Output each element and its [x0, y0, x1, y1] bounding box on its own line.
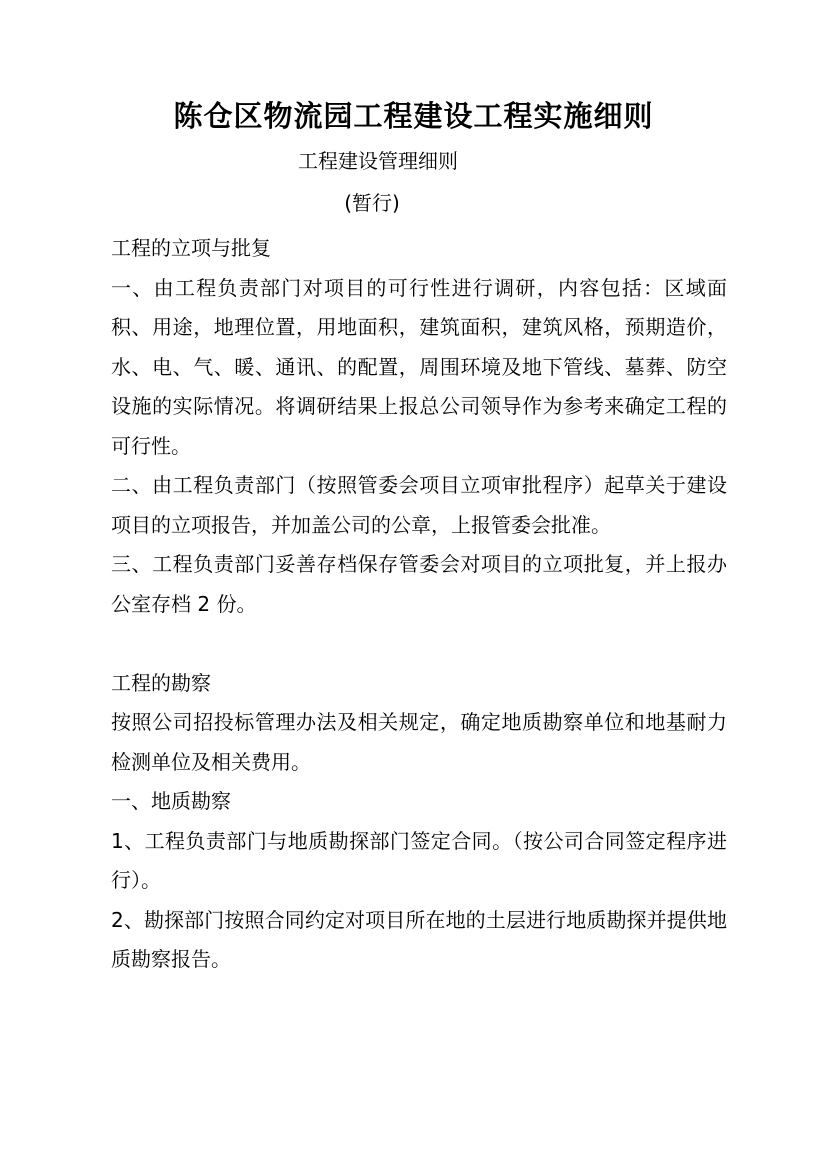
document-subtitle: 工程建设管理细则: [298, 149, 458, 173]
paragraph-feasibility: 一、由工程负责部门对项目的可行性进行调研，内容包括：区域面积、用途，地理位置，用地面积，建筑面积，建筑风格，预期造价，水、电、气、暖、通讯、的配置，周围环境及地下管线、墓葬、防空设施的实际情况。将调研结果上报总公司领导作为参考来确定工程的可行性。: [111, 275, 727, 458]
list-item-contract: 1、工程负责部门与地质勘探部门签定合同。（按公司合同签定程序进行）。: [111, 828, 727, 892]
section-heading-approval: 工程的立项与批复: [111, 236, 271, 260]
document-body: [111, 229, 727, 980]
blank-line: [111, 624, 727, 664]
interim-note: (暂行): [344, 191, 400, 215]
paragraph-survey-intro: 按照公司招投标管理办法及相关规定，确定地质勘察单位和地基耐力检测单位及相关费用。: [111, 710, 727, 774]
section-heading-survey: 工程的勘察: [111, 670, 211, 695]
subheading-geological-survey: 一、地质勘察: [111, 789, 231, 813]
paragraph-project-report: 二、由工程负责部门（按照管委会项目立项审批程序）起草关于建设项目的立项报告，并加盖公司的公章，上报管委会批准。: [111, 473, 727, 537]
list-item-survey-report: 2、勘探部门按照合同约定对项目所在地的土层进行地质勘探并提供地质勘察报告。: [111, 907, 727, 971]
paragraph-archive: 三、工程负责部门妥善存档保存管委会对项目的立项批复，并上报办公室存档 2 份。: [111, 552, 727, 616]
document-title: 陈仓区物流园工程建设工程实施细则: [173, 99, 654, 133]
